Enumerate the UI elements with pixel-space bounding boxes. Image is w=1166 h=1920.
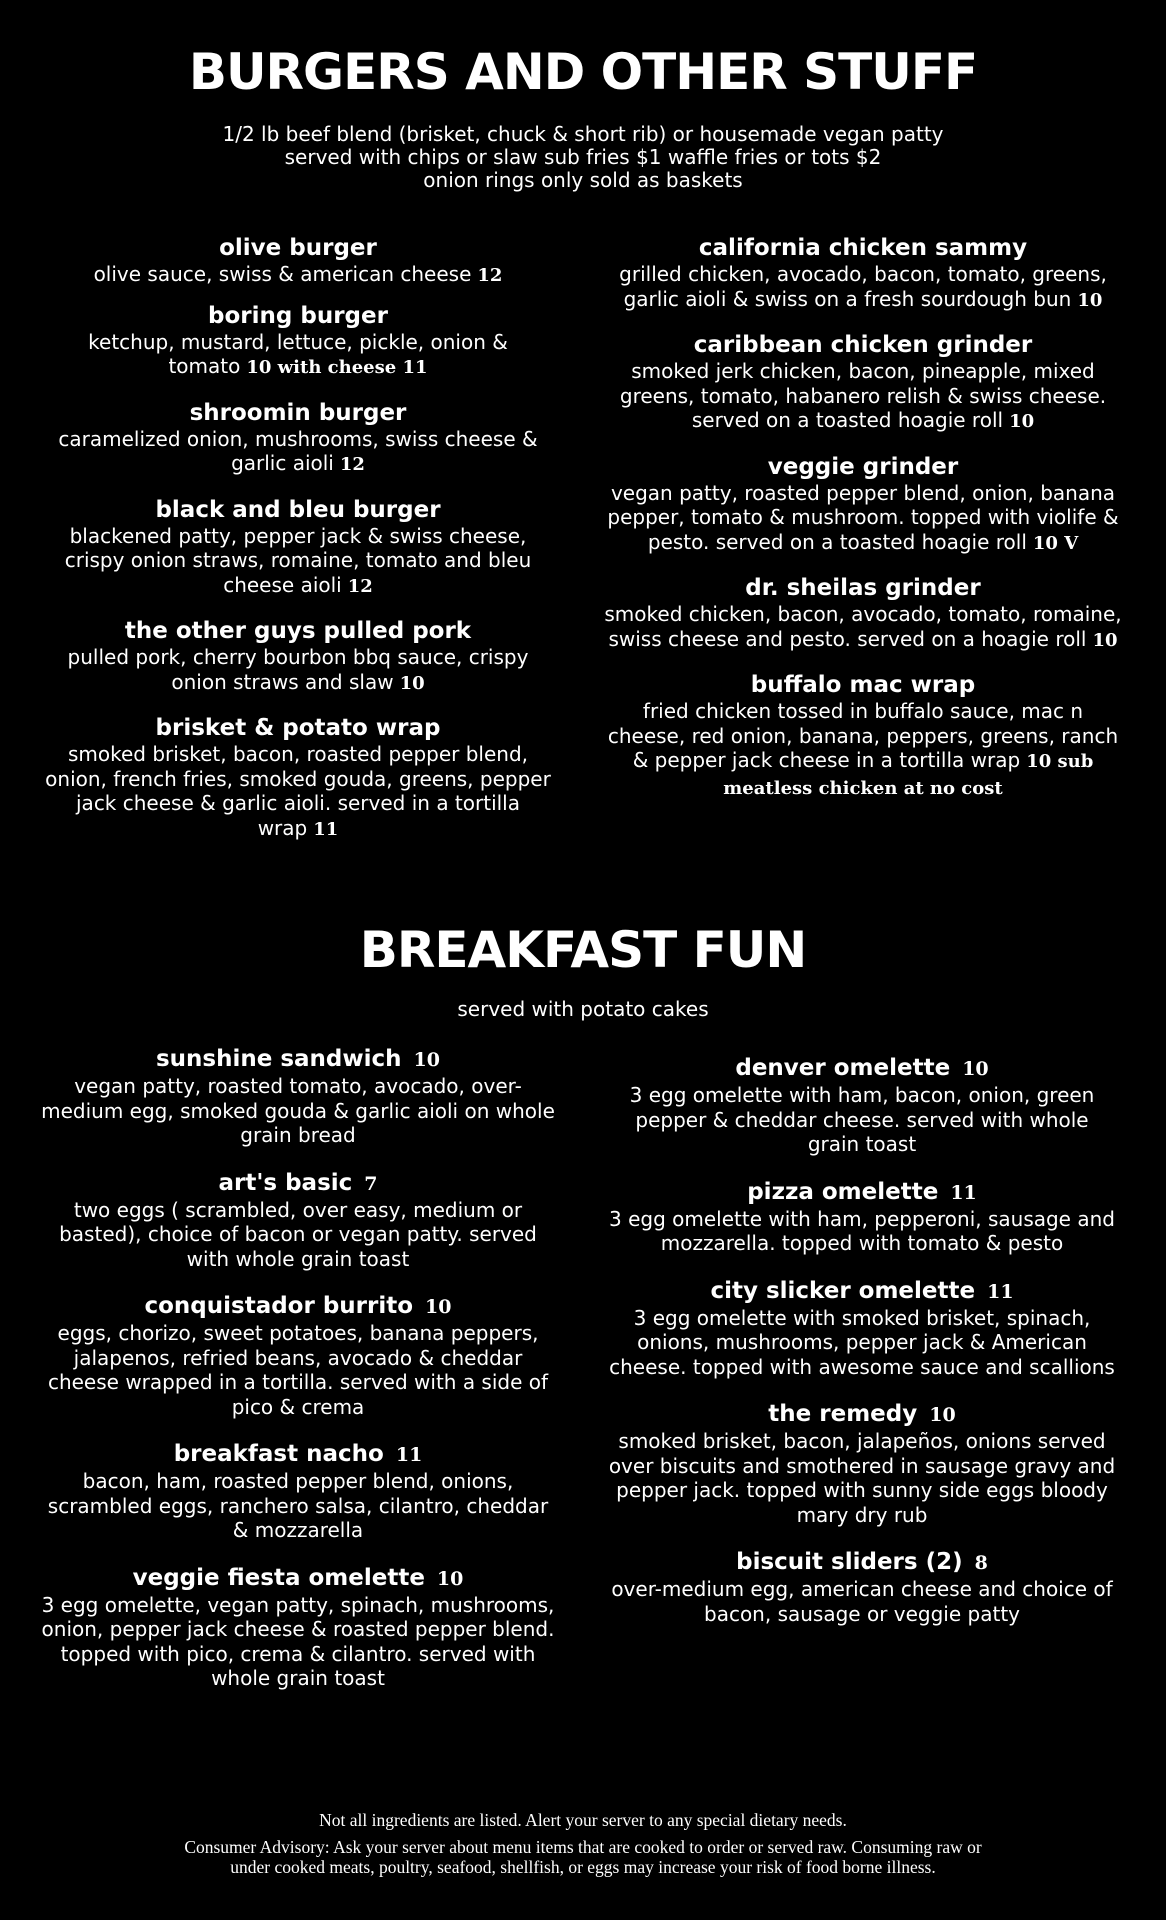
menu-item-description: smoked brisket, bacon, jalapeños, onions served over biscuits and smothered in sausage gravy and pepper jack. topped with sunny side eggs bloody mary dry rub xyxy=(608,1429,1116,1527)
menu-item-name: denver omelette xyxy=(735,1055,951,1081)
breakfast-section-title: BREAKFAST FUN xyxy=(359,921,807,979)
menu-item xyxy=(40,1565,556,1691)
menu-item-name: black and bleu burger xyxy=(155,496,441,523)
menu-item-name-row xyxy=(608,1278,1116,1306)
menu-item xyxy=(40,1293,556,1419)
menu-item-price: 12 xyxy=(477,265,503,286)
menu-item-name: breakfast nacho xyxy=(173,1441,384,1467)
menu-item xyxy=(603,332,1123,435)
menu-item-price: 10 xyxy=(436,1567,464,1590)
menu-item-name-row xyxy=(40,1046,556,1074)
menu-item-price: 11 xyxy=(395,1444,423,1466)
menu-item-name: brisket & potato wrap xyxy=(155,715,441,741)
burgers-right-column xyxy=(603,235,1123,817)
burgers-subtitle-line: onion rings only sold as baskets xyxy=(423,168,743,192)
menu-item-price: 10 xyxy=(1092,629,1118,651)
menu-item xyxy=(608,1549,1116,1626)
menu-item-price: 12 xyxy=(347,575,373,597)
menu-item-name: boring burger xyxy=(208,302,388,329)
menu-item-description: eggs, chorizo, sweet potatoes, banana peppers, jalapenos, refried beans, avocado & cheddar cheese wrapped in a tortilla. served with a side of pico & crema xyxy=(47,1321,549,1419)
menu-item-description: fried chicken tossed in buffalo sauce, mac n cheese, red onion, banana, peppers, greens, ranch & pepper jack cheese in a tortilla wrap 10 sub meatless chicken at no cost xyxy=(607,699,1119,799)
menu-item-price: 10 xyxy=(1009,411,1035,432)
menu-item-description: 3 egg omelette with smoked brisket, spinach, onions, mushrooms, pepper jack & American cheese. topped with awesome sauce and scallions xyxy=(609,1305,1115,1379)
menu-item-description: pulled pork, cherry bourbon bbq sauce, crispy onion straws and slaw 10 xyxy=(67,645,529,694)
menu-item-price: 10 sub meatless chicken at no cost xyxy=(723,751,1094,799)
menu-item xyxy=(40,1046,556,1148)
menu-item-description: smoked jerk chicken, bacon, pineapple, mixed greens, tomato, habanero relish & swiss cheese. served on a toasted hoagie roll 10 xyxy=(619,359,1107,432)
menu-item-description: grilled chicken, avocado, bacon, tomato, greens, garlic aioli & swiss on a fresh sourdough bun 10 xyxy=(619,262,1107,311)
menu-item-name: veggie grinder xyxy=(767,453,959,480)
menu-item-name-row xyxy=(608,1401,1116,1429)
menu-item-name-row xyxy=(40,1565,556,1593)
menu-item xyxy=(40,400,556,478)
menu-item-price: 10 xyxy=(399,672,425,694)
menu-item-price: 8 xyxy=(974,1552,988,1574)
menu-item xyxy=(608,1401,1116,1527)
menu-item-price: 10 xyxy=(413,1049,440,1071)
menu-item xyxy=(608,1055,1116,1157)
breakfast-right-column xyxy=(608,1055,1116,1642)
menu-item xyxy=(40,715,556,842)
menu-item-price: 10 xyxy=(425,1296,452,1318)
menu-item-description: two eggs ( scrambled, over easy, medium or basted), choice of bacon or vegan patty. served with whole grain toast xyxy=(59,1197,537,1271)
menu-item xyxy=(603,575,1123,653)
menu-item-description: 3 egg omelette with ham, pepperoni, sausage and mozzarella. topped with tomato & pesto xyxy=(609,1206,1115,1255)
consumer-advisory-line: Consumer Advisory: Ask your server about menu items that are cooked to order or served raw. Consuming raw or xyxy=(184,1837,982,1857)
menu-item-name: the other guys pulled pork xyxy=(124,618,472,644)
menu-item-description: vegan patty, roasted tomato, avocado, over-medium egg, smoked gouda & garlic aioli on whole grain bread xyxy=(41,1074,555,1147)
menu-item xyxy=(603,235,1123,313)
menu-item-name: biscuit sliders (2) xyxy=(736,1549,963,1575)
menu-item-price: 10 V xyxy=(1032,532,1079,554)
menu-item-description: olive sauce, swiss & american cheese 12 xyxy=(93,262,503,286)
menu-item-name: dr. sheilas grinder xyxy=(745,575,981,601)
menu-item-name: city slicker omelette xyxy=(710,1277,976,1304)
menu-item xyxy=(40,618,556,696)
menu-item-name-row xyxy=(40,1441,556,1469)
menu-item xyxy=(40,497,556,600)
menu-item xyxy=(40,235,556,289)
menu-item-description: 3 egg omelette with ham, bacon, onion, green pepper & cheddar cheese. served with whole grain toast xyxy=(629,1083,1095,1156)
menu-item xyxy=(608,1179,1116,1256)
menu-item-price: 10 xyxy=(1077,289,1103,311)
menu-item-description: ketchup, mustard, lettuce, pickle, onion & tomato 10 with cheese 11 xyxy=(88,329,508,378)
breakfast-left-column xyxy=(40,1046,556,1707)
burgers-section-title: BURGERS AND OTHER STUFF xyxy=(188,43,978,101)
menu-item-name-row xyxy=(40,1170,556,1198)
menu-item-price: 11 xyxy=(313,818,339,840)
breakfast-subtitle: served with potato cakes xyxy=(457,997,709,1021)
menu-item xyxy=(40,1441,556,1543)
menu-item xyxy=(40,1170,556,1272)
menu-item-name: pizza omelette xyxy=(747,1178,939,1205)
menu-item-name: sunshine sandwich xyxy=(155,1046,402,1072)
menu-item-description: 3 egg omelette, vegan patty, spinach, mushrooms, onion, pepper jack cheese & roasted pepper blend. topped with pico, crema & cilantro. served with whole grain toast xyxy=(41,1592,555,1690)
menu-item-description: blackened patty, pepper jack & swiss cheese, crispy onion straws, romaine, tomato and bleu cheese aioli 12 xyxy=(64,523,532,597)
menu-item-name: art's basic xyxy=(218,1169,353,1196)
menu-item xyxy=(608,1278,1116,1380)
menu-item-price: 10 with cheese 11 xyxy=(246,357,428,378)
menu-item-price: 10 xyxy=(929,1404,956,1426)
menu-item xyxy=(603,454,1123,557)
menu-item-description: bacon, ham, roasted pepper blend, onions, scrambled eggs, ranchero salsa, cilantro, cheddar & mozzarella xyxy=(47,1469,549,1542)
menu-item xyxy=(40,303,556,381)
menu-item-name: california chicken sammy xyxy=(698,235,1028,261)
menu-item-name: veggie fiesta omelette xyxy=(132,1564,425,1591)
menu-item-description: smoked brisket, bacon, roasted pepper blend, onion, french fries, smoked gouda, greens, pepper jack cheese & garlic aioli. served in a tortilla wrap 11 xyxy=(45,742,551,840)
menu-item-name: the remedy xyxy=(768,1401,918,1427)
burgers-left-column xyxy=(40,235,556,858)
menu-item-price: 12 xyxy=(339,454,365,475)
burgers-subtitle-line: served with chips or slaw sub fries $1 waffle fries or tots $2 xyxy=(284,145,882,169)
menu-item-name-row xyxy=(608,1055,1116,1083)
menu-item-name: caribbean chicken grinder xyxy=(693,332,1033,358)
menu-item-description: smoked chicken, bacon, avocado, tomato, romaine, swiss cheese and pesto. served on a hoagie roll 10 xyxy=(604,602,1122,651)
menu-item-name-row xyxy=(608,1179,1116,1207)
burgers-subtitle-line: 1/2 lb beef blend (brisket, chuck & short rib) or housemade vegan patty xyxy=(222,122,944,146)
menu-item-name: shroomin burger xyxy=(189,399,407,426)
consumer-advisory-line: under cooked meats, poultry, seafood, shellfish, or eggs may increase your risk of food borne illness. xyxy=(230,1857,936,1877)
menu-item-name-row xyxy=(608,1549,1116,1577)
consumer-advisory xyxy=(0,1837,1166,1877)
dietary-notice: Not all ingredients are listed. Alert your server to any special dietary needs. xyxy=(319,1810,847,1830)
menu-item-price: 11 xyxy=(950,1181,977,1204)
menu-item-name: olive burger xyxy=(219,235,377,261)
menu-item-description: over-medium egg, american cheese and choice of bacon, sausage or veggie patty xyxy=(611,1577,1113,1626)
menu-item-price: 10 xyxy=(962,1058,989,1080)
menu-item-name: buffalo mac wrap xyxy=(750,672,976,698)
menu-item-price: 11 xyxy=(987,1280,1014,1303)
burgers-subtitle xyxy=(0,123,1166,192)
menu-item-description: vegan patty, roasted pepper blend, onion, banana pepper, tomato & mushroom. topped with violife & pesto. served on a toasted hoagie roll 10 V xyxy=(607,480,1119,554)
menu-item-description: caramelized onion, mushrooms, swiss cheese & garlic aioli 12 xyxy=(58,426,538,475)
menu-item-name-row xyxy=(40,1293,556,1321)
menu-item xyxy=(603,672,1123,801)
menu-item-price: 7 xyxy=(364,1172,378,1195)
menu-item-name: conquistador burrito xyxy=(144,1293,414,1319)
